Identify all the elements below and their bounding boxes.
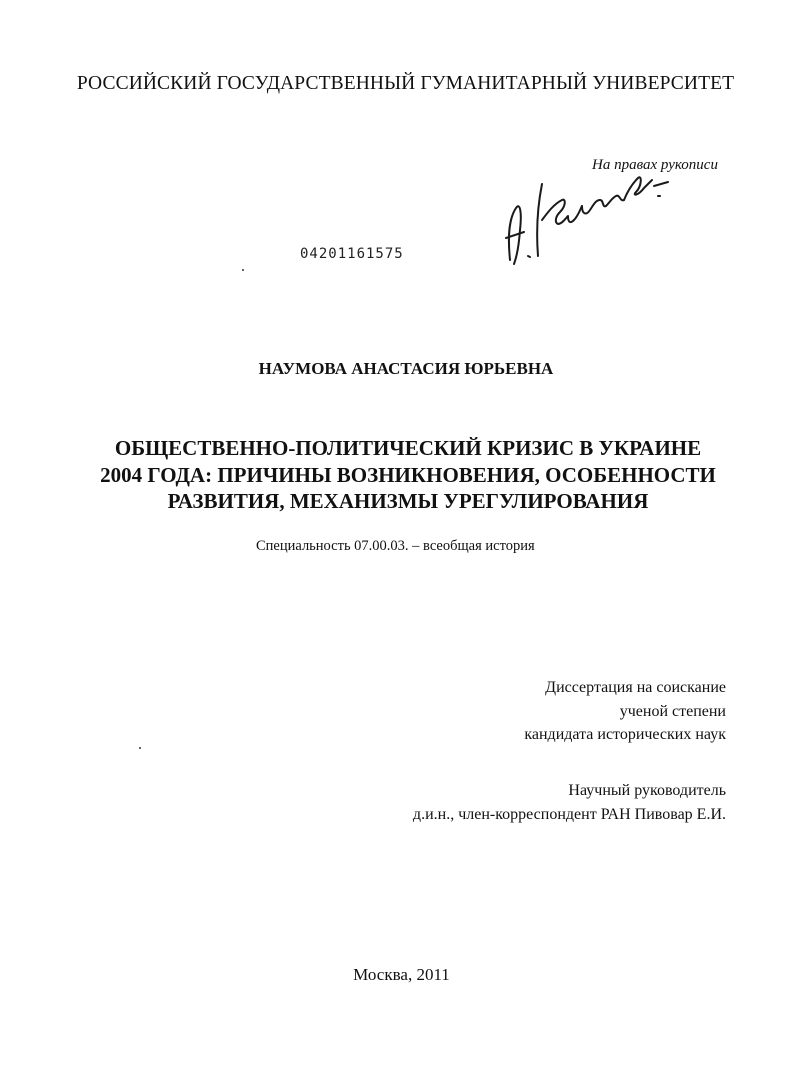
catalog-number: 04201161575 (300, 246, 404, 262)
scan-speck (139, 747, 141, 749)
university-name: РОССИЙСКИЙ ГОСУДАРСТВЕННЫЙ ГУМАНИТАРНЫЙ УНИВЕРСИТЕТ (76, 73, 735, 94)
degree-line: кандидата исторических наук (524, 726, 726, 743)
supervisor-name: д.и.н., член-корреспондент РАН Пивовар Е.И. (412, 805, 726, 823)
manuscript-note: На правах рукописи (592, 157, 718, 173)
thesis-title-line: ОБЩЕСТВЕННО-ПОЛИТИЧЕСКИЙ КРИЗИС В УКРАИНЕ (114, 436, 702, 460)
degree-line: ученой степени (619, 702, 726, 720)
city-year: Москва, 2011 (353, 965, 450, 984)
thesis-title-line: 2004 ГОДА: ПРИЧИНЫ ВОЗНИКНОВЕНИЯ, ОСОБЕННОСТИ (100, 463, 716, 487)
dissertation-degree-block (524, 676, 726, 747)
degree-line: Диссертация на соискание (545, 679, 726, 696)
supervisor-block (413, 779, 726, 826)
author-name: НАУМОВА АНАСТАСИЯ ЮРЬЕВНА (258, 359, 554, 378)
handwritten-signature (502, 160, 672, 275)
specialty-line: Специальность 07.00.03. – всеобщая история (256, 538, 535, 554)
supervisor-label: Научный руководитель (568, 782, 726, 799)
thesis-title-line: РАЗВИТИЯ, МЕХАНИЗМЫ УРЕГУЛИРОВАНИЯ (167, 489, 649, 513)
scan-speck (242, 269, 244, 271)
